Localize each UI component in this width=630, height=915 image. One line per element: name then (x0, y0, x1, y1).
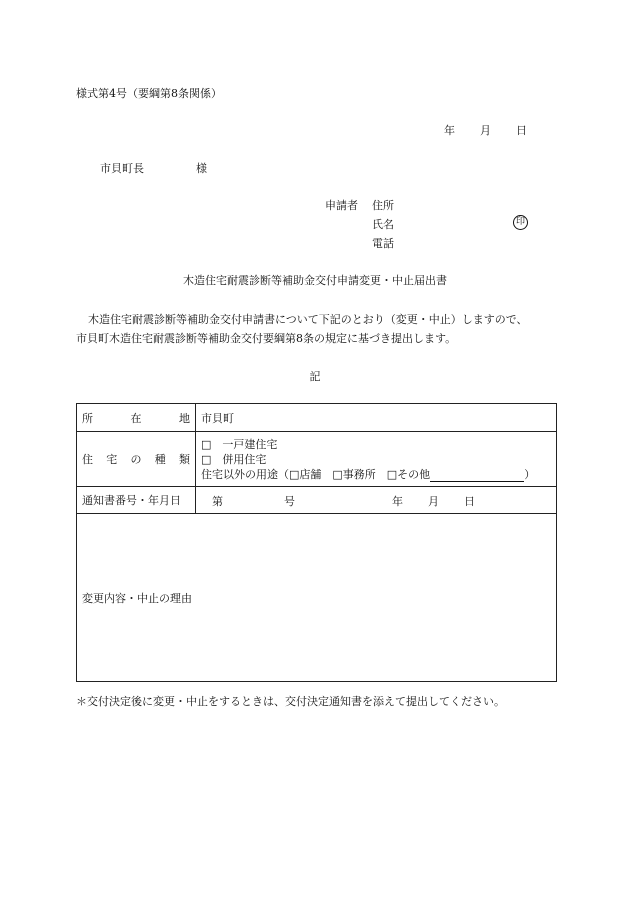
applicant-phone-label: 電話 (372, 237, 394, 250)
notice-number-label-text: 通知書番号・年月日 (82, 494, 181, 507)
reason-label: 変更内容・中止の理由 (82, 591, 192, 605)
housing-type-label-char: 類 (179, 453, 190, 466)
notice-number-value[interactable] (196, 487, 557, 514)
location-label-char: 所 (82, 411, 93, 425)
notice-month: 月 (428, 495, 439, 508)
notice-number-row (77, 487, 557, 514)
housing-type-row (77, 432, 557, 487)
notice-dai: 第 (212, 495, 223, 508)
notice-number-label (77, 487, 196, 514)
option-mixed-use-house[interactable]: □ 併用住宅 (201, 452, 267, 466)
ki-heading: 記 (309, 370, 321, 383)
location-value-text: 市貝町 (201, 411, 234, 425)
reason-field[interactable] (77, 514, 557, 682)
reason-row (77, 514, 557, 682)
document-title: 木造住宅耐震診断等補助金交付申請変更・中止届出書 (183, 274, 447, 287)
housing-type-label (77, 432, 196, 487)
addressee-honorific: 様 (196, 162, 207, 175)
notice-go: 号 (284, 495, 295, 508)
date-year-label: 年 (444, 124, 455, 137)
date-day-label: 日 (516, 124, 527, 137)
housing-type-options[interactable] (196, 432, 557, 487)
location-label-char: 在 (130, 411, 142, 425)
application-form-table (76, 403, 557, 682)
housing-type-label-char: 宅 (106, 453, 118, 466)
location-value[interactable] (196, 404, 557, 432)
other-use-blank-line[interactable] (430, 470, 524, 482)
body-text-line-1: 木造住宅耐震診断等補助金交付申請書について下記のとおり（変更・中止）しますので、 (88, 313, 528, 326)
seal-mark: 印 (513, 215, 528, 230)
option-non-residential-use[interactable] (201, 467, 551, 482)
non-residential-options-text: 住宅以外の用途（□店舗 □事務所 □その他 (201, 467, 431, 481)
notice-year: 年 (392, 495, 403, 508)
body-text-line-2: 市貝町木造住宅耐震診断等補助金交付要綱第8条の規定に基づき提出します。 (76, 332, 457, 345)
housing-type-label-char: 種 (154, 453, 166, 466)
addressee-mayor: 市貝町長 (100, 162, 144, 175)
applicant-label: 申請者 (325, 199, 358, 212)
form-number: 様式第4号（要綱第8条関係） (76, 87, 222, 100)
location-label-char: 地 (179, 411, 190, 425)
option-detached-house[interactable]: □ 一戸建住宅 (201, 437, 278, 451)
location-label (77, 404, 196, 432)
notice-day: 日 (464, 495, 475, 508)
applicant-address-label: 住所 (372, 199, 394, 212)
housing-type-label-char: 住 (82, 453, 93, 466)
applicant-name-label: 氏名 (372, 218, 394, 231)
housing-type-label-char: の (130, 453, 142, 466)
date-month-label: 月 (480, 124, 491, 137)
location-row (77, 404, 557, 432)
footnote: ＊交付決定後に変更・中止をするときは、交付決定通知書を添えて提出してください。 (76, 695, 505, 708)
non-residential-close-paren: ） (524, 467, 536, 481)
